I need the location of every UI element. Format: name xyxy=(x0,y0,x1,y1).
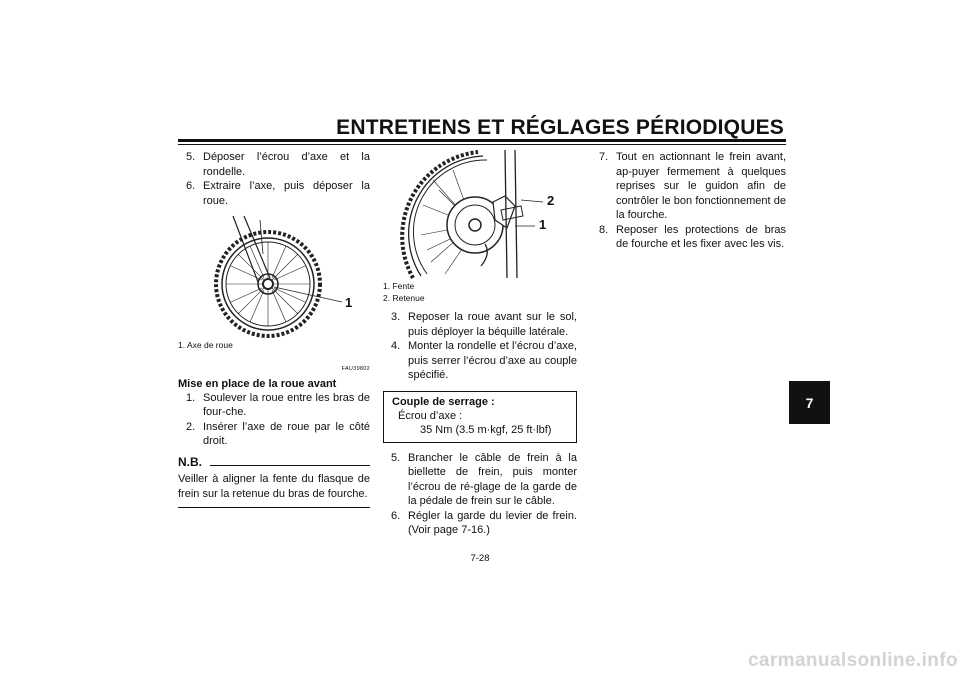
spec-item: Écrou d’axe : xyxy=(398,409,463,422)
list-item: 2. Insérer l’axe de roue par le côté droit. xyxy=(186,420,370,447)
header-rule-thick xyxy=(178,139,786,142)
spec-value: 35 Nm (3.5 m·kgf, 25 ft·lbf) xyxy=(420,423,552,436)
svg-text:1: 1 xyxy=(345,295,353,310)
middle-column xyxy=(383,150,577,538)
wheel-axle-figure xyxy=(178,214,370,338)
page-number: 7-28 xyxy=(470,553,490,564)
list-item: 6. Extraire l’axe, puis déposer la roue. xyxy=(186,180,370,207)
page-title: ENTRETIENS ET RÉGLAGES PÉRIODIQUES xyxy=(336,116,784,139)
list-item: 4. Monter la rondelle et l’écrou d’axe, puis serrer l’écrou d’axe au couple spécifié. xyxy=(391,340,577,381)
svg-text:1: 1 xyxy=(539,217,547,232)
brake-slot-figure xyxy=(383,150,577,280)
svg-text:2: 2 xyxy=(547,193,555,208)
torque-spec-box xyxy=(383,391,577,443)
note-label: N.B. xyxy=(178,454,202,469)
list-item: 5. Brancher le câble de frein à la biellette de frein, puis monter l’écrou de ré-glage de la garde de la pédale de frein sur le câble. xyxy=(391,451,577,507)
header-rule-thin xyxy=(178,144,786,145)
list-item: 1. Soulever la roue entre les bras de four-che. xyxy=(186,391,370,418)
spec-title: Couple de serrage : xyxy=(392,395,495,408)
list-item: 7. Tout en actionnant le frein avant, ap-puyer fermement à quelques reprises sur le guidon afin de contrôler le bon fonctionnement de la fourche. xyxy=(599,151,786,221)
middle-steps-bottom xyxy=(383,451,577,538)
list-item: 8. Reposer les protections de bras de fourche et les fixer avec les vis. xyxy=(599,223,786,250)
callout-label xyxy=(538,216,552,232)
callout-label xyxy=(546,192,560,208)
figure-caption: 1. Axe de roue xyxy=(178,340,233,350)
note-block xyxy=(178,455,370,509)
middle-steps-top xyxy=(383,310,577,383)
left-column xyxy=(178,150,370,508)
brake-panel-illustration xyxy=(383,150,577,280)
note-bottom-rule xyxy=(178,507,370,508)
figure-caption: 2. Retenue xyxy=(383,293,425,303)
chapter-tab[interactable]: 7 xyxy=(789,381,830,424)
figure-code: FAU39802 xyxy=(341,366,370,372)
list-item: 3. Reposer la roue avant sur le sol, puis déployer la béquille latérale. xyxy=(391,311,577,338)
note-text: Veiller à aligner la fente du flasque de frein sur la retenue du bras de fourche. xyxy=(178,473,370,500)
watermark: carmanualsonline.info xyxy=(747,650,958,671)
list-item: 5. Déposer l’écrou d’axe et la rondelle. xyxy=(186,151,370,178)
right-column xyxy=(591,150,786,252)
list-item: 6. Régler la garde du levier de frein. (Voir page 7-16.) xyxy=(391,509,577,536)
left-steps-bottom xyxy=(178,391,370,449)
right-steps xyxy=(591,150,786,252)
section-title: Mise en place de la roue avant xyxy=(178,377,337,390)
figure-caption: 1. Fente xyxy=(383,281,415,291)
callout-label xyxy=(344,294,358,310)
front-wheel-illustration xyxy=(178,214,370,338)
note-rule xyxy=(210,465,370,466)
left-steps-top xyxy=(178,150,370,208)
